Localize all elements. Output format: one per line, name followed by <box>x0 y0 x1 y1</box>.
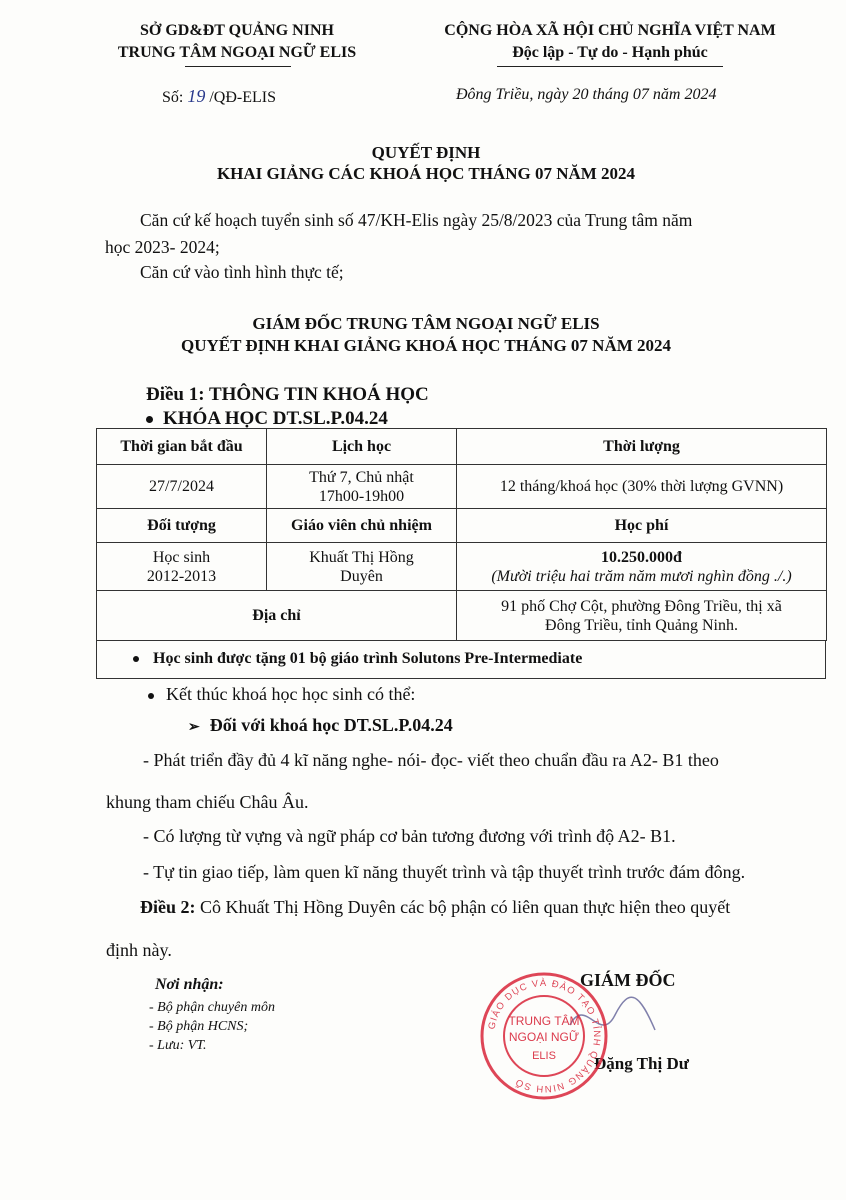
audience-line-1: Học sinh <box>152 548 211 566</box>
teacher-line-2: Duyên <box>340 567 383 585</box>
table-row <box>97 509 827 543</box>
article-2-text: Cô Khuất Thị Hồng Duyên các bộ phận có liên quan thực hiện theo quyết <box>195 897 731 917</box>
authority-line-2-text: QUYẾT ĐỊNH KHAI GIẢNG KHOÁ HỌC THÁNG 07 NĂM 2024 <box>180 336 672 355</box>
header-start-cell: Thời gian bắt đầu <box>97 429 267 465</box>
basis-line-3 <box>140 260 344 284</box>
outcome-item-2 <box>143 824 676 848</box>
teacher-cell <box>267 543 457 591</box>
fee-cell <box>457 543 827 591</box>
fee-words: (Mười triệu hai trăm năm mươi nghìn đồng ./.) <box>491 567 792 585</box>
table-row <box>97 429 827 465</box>
number-handwritten: 19 <box>187 86 206 106</box>
decision-subtitle <box>156 164 696 184</box>
teacher-line-1: Khuất Thị Hồng <box>309 548 414 566</box>
issuer-dept <box>92 20 382 42</box>
article-2-line-2 <box>106 938 172 962</box>
list-item: - Bộ phận HCNS; <box>149 1019 249 1034</box>
outcome-item-2-text: - Có lượng từ vựng và ngữ pháp cơ bản tương đương với trình độ A2- B1. <box>143 826 676 846</box>
issue-date <box>456 86 716 104</box>
course-info-table <box>96 428 827 641</box>
schedule-time: 17h00-19h00 <box>318 487 405 505</box>
number-suffix: /QĐ-ELIS <box>205 89 276 106</box>
duration-cell: 12 tháng/khoá học (30% thời lượng GVNN) <box>457 465 827 509</box>
header-schedule-cell: Lịch học <box>267 429 457 465</box>
start-date-cell: 27/7/2024 <box>97 465 267 509</box>
outcomes-intro <box>148 682 415 706</box>
gift-note-row <box>96 641 826 679</box>
outcomes-course-heading-text: Đối với khoá học DT.SL.P.04.24 <box>209 715 453 735</box>
bullet-icon <box>148 693 154 699</box>
header-duration-cell: Thời lượng <box>457 429 827 465</box>
article-1-heading-text: Điều 1: THÔNG TIN KHOÁ HỌC <box>146 384 429 405</box>
basis-line-1 <box>140 208 692 232</box>
article-2-label: Điều 2: <box>140 897 196 917</box>
basis-line-3-text: Căn cứ vào tình hình thực tế; <box>140 262 344 282</box>
issuer-dept-text: SỞ GD&ĐT QUẢNG NINH <box>140 22 334 39</box>
outcome-item-1-text-2: khung tham chiếu Châu Âu. <box>106 792 309 812</box>
decision-subtitle-text: KHAI GIẢNG CÁC KHOÁ HỌC THÁNG 07 NĂM 2024 <box>216 164 636 183</box>
republic-title-text: CỘNG HÒA XÃ HỘI CHỦ NGHĨA VIỆT NAM <box>444 22 776 39</box>
bullet-icon <box>146 416 153 423</box>
outcome-item-1-text: - Phát triển đầy đủ 4 kĩ năng nghe- nói- đọc- viết theo chuẩn đầu ra A2- B1 theo <box>143 750 719 770</box>
recipients-heading-text: Nơi nhận: <box>155 976 224 993</box>
outcome-item-1-line-1 <box>143 748 719 772</box>
seal-ring-text: GIÁO DỤC VÀ ĐÀO TẠO TỈNH QUẢNG NINH SỐ <box>486 977 603 1095</box>
motto <box>400 42 820 64</box>
number-prefix: Số: <box>162 89 188 106</box>
header-fee-cell: Học phí <box>457 509 827 543</box>
address-line-2: Đông Triều, tỉnh Quảng Ninh. <box>545 616 738 634</box>
audience-cell <box>97 543 267 591</box>
header-address-cell: Địa chỉ <box>97 591 457 641</box>
issuer-underline <box>185 66 291 67</box>
table-row <box>97 543 827 591</box>
decision-title-text: QUYẾT ĐỊNH <box>371 143 481 162</box>
authority-line-1 <box>186 314 666 334</box>
republic-title <box>400 20 820 42</box>
arrow-icon: ➢ <box>188 720 200 735</box>
authority-line-1-text: GIÁM ĐỐC TRUNG TÂM NGOẠI NGỮ ELIS <box>252 314 600 333</box>
issuer-center-text: TRUNG TÂM NGOẠI NGỮ ELIS <box>117 44 357 61</box>
schedule-cell <box>267 465 457 509</box>
header-audience-cell: Đối tượng <box>97 509 267 543</box>
article-2-text-2: định này. <box>106 940 172 960</box>
gift-note-text: Học sinh được tặng 01 bộ giáo trình Solutons Pre-Intermediate <box>153 650 583 667</box>
decision-title <box>246 143 606 163</box>
issue-date-text: Đông Triều, ngày 20 tháng 07 năm 2024 <box>456 86 717 103</box>
recipients-list <box>149 998 275 1055</box>
document-number <box>162 86 276 107</box>
list-item: - Bộ phận chuyên môn <box>149 1000 275 1015</box>
official-seal <box>478 970 610 1102</box>
article-1-heading <box>146 384 429 406</box>
table-row <box>97 591 827 641</box>
outcomes-intro-text: Kết thúc khoá học học sinh có thể: <box>166 684 416 704</box>
recipients-heading <box>155 976 224 994</box>
address-cell <box>457 591 827 641</box>
seal-line-1: TRUNG TÂM <box>508 1014 580 1028</box>
article-2-line-1 <box>140 895 730 919</box>
seal-line-2: NGOẠI NGỮ <box>508 1030 580 1044</box>
issuer-center <box>82 42 392 64</box>
bullet-icon <box>133 656 139 662</box>
address-line-1: 91 phố Chợ Cột, phường Đông Triều, thị xã <box>501 597 782 615</box>
outcome-item-3 <box>143 860 745 884</box>
schedule-days: Thứ 7, Chủ nhật <box>309 468 414 486</box>
signature-name-text: Đặng Thị Dư <box>594 1054 689 1073</box>
seal-line-3: ELIS <box>532 1050 556 1062</box>
course-name-text: KHÓA HỌC DT.SL.P.04.24 <box>163 408 388 429</box>
outcomes-course-heading <box>188 713 453 740</box>
signature-title-text: GIÁM ĐỐC <box>580 970 676 990</box>
fee-amount: 10.250.000đ <box>601 548 682 566</box>
motto-text: Độc lập - Tự do - Hạnh phúc <box>512 44 708 61</box>
basis-line-2-text: học 2023- 2024; <box>105 237 220 257</box>
course-name <box>146 408 388 430</box>
header-teacher-cell: Giáo viên chủ nhiệm <box>267 509 457 543</box>
authority-line-2 <box>146 336 706 356</box>
list-item: - Lưu: VT. <box>149 1038 207 1053</box>
audience-line-2: 2012-2013 <box>146 567 217 585</box>
motto-underline <box>497 66 723 67</box>
basis-line-2 <box>105 235 220 259</box>
table-row <box>97 465 827 509</box>
basis-line-1-text: Căn cứ kế hoạch tuyển sinh số 47/KH-Elis ngày 25/8/2023 của Trung tâm năm <box>140 210 693 230</box>
outcome-item-3-text: - Tự tin giao tiếp, làm quen kĩ năng thuyết trình và tập thuyết trình trước đám đông. <box>143 862 746 882</box>
outcome-item-1-line-2 <box>106 790 308 814</box>
